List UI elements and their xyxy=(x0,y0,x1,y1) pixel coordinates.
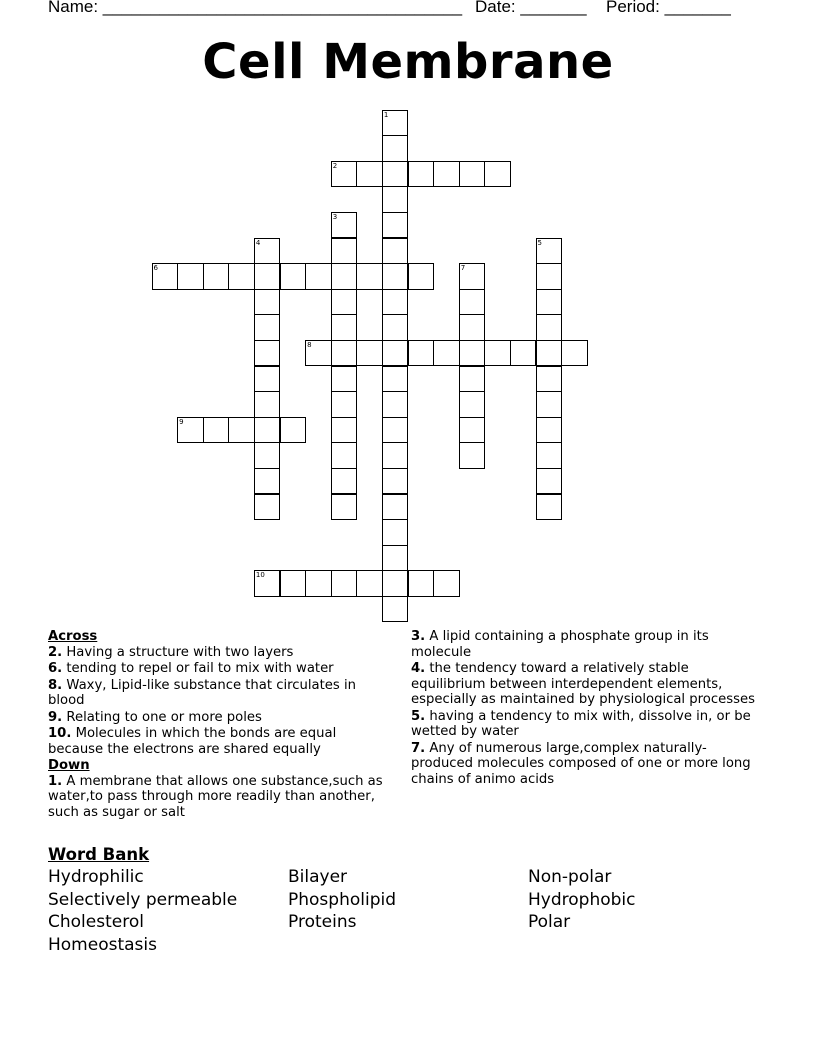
grid-cell[interactable] xyxy=(331,212,358,239)
grid-cell[interactable] xyxy=(203,263,230,290)
grid-cell[interactable] xyxy=(536,391,563,418)
grid-cell[interactable] xyxy=(536,238,563,265)
grid-cell[interactable] xyxy=(305,263,332,290)
grid-cell[interactable] xyxy=(356,263,383,290)
grid-cell[interactable] xyxy=(331,417,358,444)
grid-cell[interactable] xyxy=(433,161,460,188)
clue-down-3: 3. A lipid containing a phosphate group in its molecule xyxy=(411,629,709,660)
grid-cell[interactable] xyxy=(382,263,409,290)
clue-number: 6 xyxy=(153,264,158,273)
grid-cell[interactable] xyxy=(331,494,358,521)
grid-cell[interactable] xyxy=(331,314,358,341)
grid-cell[interactable] xyxy=(280,570,307,597)
grid-cell[interactable] xyxy=(459,314,486,341)
grid-cell[interactable] xyxy=(382,519,409,546)
grid-cell[interactable] xyxy=(561,340,588,367)
across-heading: Across xyxy=(48,629,98,644)
grid-cell[interactable] xyxy=(382,340,409,367)
grid-cell[interactable] xyxy=(177,263,204,290)
grid-cell[interactable] xyxy=(254,314,281,341)
grid-cell[interactable] xyxy=(382,570,409,597)
grid-cell[interactable] xyxy=(459,442,486,469)
clue-number: 9 xyxy=(179,417,184,426)
clue-across-8: 8. Waxy, Lipid-like substance that circulates in blood xyxy=(48,677,357,708)
grid-cell[interactable] xyxy=(382,366,409,393)
grid-cell[interactable] xyxy=(203,417,230,444)
clue-number: 5 xyxy=(537,238,542,247)
grid-cell[interactable] xyxy=(536,340,563,367)
name-field[interactable]: Name: ______________________________________ xyxy=(48,0,463,16)
grid-cell[interactable] xyxy=(254,468,281,495)
word-bank-item: Polar xyxy=(528,912,571,932)
grid-cell[interactable] xyxy=(536,417,563,444)
grid-cell[interactable] xyxy=(382,110,409,137)
grid-cell[interactable] xyxy=(331,468,358,495)
grid-cell[interactable] xyxy=(382,391,409,418)
grid-cell[interactable] xyxy=(254,494,281,521)
grid-cell[interactable] xyxy=(254,391,281,418)
word-bank-item: Hydrophobic xyxy=(528,890,636,910)
grid-cell[interactable] xyxy=(382,314,409,341)
grid-cell[interactable] xyxy=(280,263,307,290)
grid-cell[interactable] xyxy=(484,340,511,367)
down-heading: Down xyxy=(48,758,90,773)
clue-number: 4 xyxy=(255,238,261,247)
grid-cell[interactable] xyxy=(254,289,281,316)
word-bank-item: Homeostasis xyxy=(48,935,157,955)
grid-cell[interactable] xyxy=(280,417,307,444)
clue-across-10: 10. Molecules in which the bonds are equal because the electrons are shared equally xyxy=(48,726,337,757)
grid-cell[interactable] xyxy=(382,289,409,316)
grid-cell[interactable] xyxy=(382,161,409,188)
clue-across-2: 2. Having a structure with two layers xyxy=(48,644,294,660)
grid-cell[interactable] xyxy=(459,263,486,290)
grid-cell[interactable] xyxy=(382,135,409,162)
grid-cell[interactable] xyxy=(356,570,383,597)
grid-cell[interactable] xyxy=(228,417,255,444)
grid-cell[interactable] xyxy=(331,161,358,188)
grid-cell[interactable] xyxy=(459,391,486,418)
date-field[interactable]: Date: _______ xyxy=(475,0,587,16)
grid-cell[interactable] xyxy=(331,340,358,367)
grid-cell[interactable] xyxy=(510,340,537,367)
grid-cell[interactable] xyxy=(382,238,409,265)
grid-cell[interactable] xyxy=(382,417,409,444)
grid-cell[interactable] xyxy=(382,545,409,572)
grid-cell[interactable] xyxy=(536,263,563,290)
clue-down-4: 4. the tendency toward a relatively stable equilibrium between interdependent elements, especially as maintained by physiological processes xyxy=(411,661,755,707)
clue-across-9: 9. Relating to one or more poles xyxy=(48,709,262,725)
grid-cell[interactable] xyxy=(536,494,563,521)
grid-cell[interactable] xyxy=(408,263,435,290)
grid-cell[interactable] xyxy=(331,442,358,469)
grid-cell[interactable] xyxy=(433,570,460,597)
grid-cell[interactable] xyxy=(459,417,486,444)
clues-left-column xyxy=(48,629,393,821)
grid-cell[interactable] xyxy=(331,366,358,393)
grid-cell[interactable] xyxy=(331,263,358,290)
grid-cell[interactable] xyxy=(408,570,435,597)
grid-cell[interactable] xyxy=(382,494,409,521)
word-bank-item: Non-polar xyxy=(528,867,612,887)
grid-cell[interactable] xyxy=(254,417,281,444)
clue-across-6: 6. tending to repel or fail to mix with water xyxy=(48,661,334,676)
clue-down-1: 1. A membrane that allows one substance,such as water,to pass through more readily than another, such as sugar or salt xyxy=(48,773,383,820)
grid-cell[interactable] xyxy=(408,340,435,367)
period-field[interactable]: Period: _______ xyxy=(606,0,731,16)
word-bank-item: Hydrophilic xyxy=(48,867,144,887)
word-bank-item: Selectively permeable xyxy=(48,890,238,910)
clue-number: 7 xyxy=(460,264,466,273)
grid-cell[interactable] xyxy=(433,340,460,367)
grid-cell[interactable] xyxy=(459,289,486,316)
clue-down-5: 5. having a tendency to mix with, dissolve in, or be wetted by water xyxy=(411,708,751,739)
grid-cell[interactable] xyxy=(536,366,563,393)
clue-number: 2 xyxy=(332,161,338,170)
grid-cell[interactable] xyxy=(254,570,281,597)
grid-cell[interactable] xyxy=(459,161,486,188)
grid-cell[interactable] xyxy=(254,263,281,290)
grid-cell[interactable] xyxy=(177,417,204,444)
grid-cell[interactable] xyxy=(254,366,281,393)
clue-number: 1 xyxy=(383,110,389,119)
grid-cell[interactable] xyxy=(536,468,563,495)
grid-cell[interactable] xyxy=(331,391,358,418)
grid-cell[interactable] xyxy=(331,289,358,316)
word-bank-item: Cholesterol xyxy=(48,912,144,932)
grid-cell[interactable] xyxy=(382,442,409,469)
page-title: Cell Membrane xyxy=(202,34,614,90)
clue-number: 8 xyxy=(307,340,312,349)
grid-cell[interactable] xyxy=(254,238,281,265)
grid-cell[interactable] xyxy=(254,442,281,469)
word-bank-title: Word Bank xyxy=(48,845,150,864)
grid-cell[interactable] xyxy=(305,340,332,367)
clue-number: 10 xyxy=(255,571,265,580)
grid-cell[interactable] xyxy=(305,570,332,597)
grid-cell[interactable] xyxy=(254,340,281,367)
grid-cell[interactable] xyxy=(536,289,563,316)
clue-down-7: 7. Any of numerous large,complex naturally-produced molecules composed of one or more long chains of animo acids xyxy=(411,740,751,787)
clues-right-column xyxy=(411,629,766,788)
grid-cell[interactable] xyxy=(536,314,563,341)
grid-cell[interactable] xyxy=(484,161,511,188)
grid-cell[interactable] xyxy=(356,340,383,367)
word-bank-item: Phospholipid xyxy=(288,890,397,910)
grid-cell[interactable] xyxy=(228,263,255,290)
grid-cell[interactable] xyxy=(382,468,409,495)
word-bank-item: Proteins xyxy=(288,912,357,932)
word-bank-item: Bilayer xyxy=(288,867,348,887)
grid-cell[interactable] xyxy=(382,596,409,623)
grid-cell[interactable] xyxy=(152,263,179,290)
grid-cell[interactable] xyxy=(382,212,409,239)
grid-cell[interactable] xyxy=(382,186,409,213)
clue-number: 3 xyxy=(332,212,338,221)
grid-cell[interactable] xyxy=(459,366,486,393)
grid-cell[interactable] xyxy=(459,340,486,367)
grid-cell[interactable] xyxy=(356,161,383,188)
grid-cell[interactable] xyxy=(536,442,563,469)
grid-cell[interactable] xyxy=(408,161,435,188)
grid-cell[interactable] xyxy=(331,570,358,597)
grid-cell[interactable] xyxy=(331,238,358,265)
